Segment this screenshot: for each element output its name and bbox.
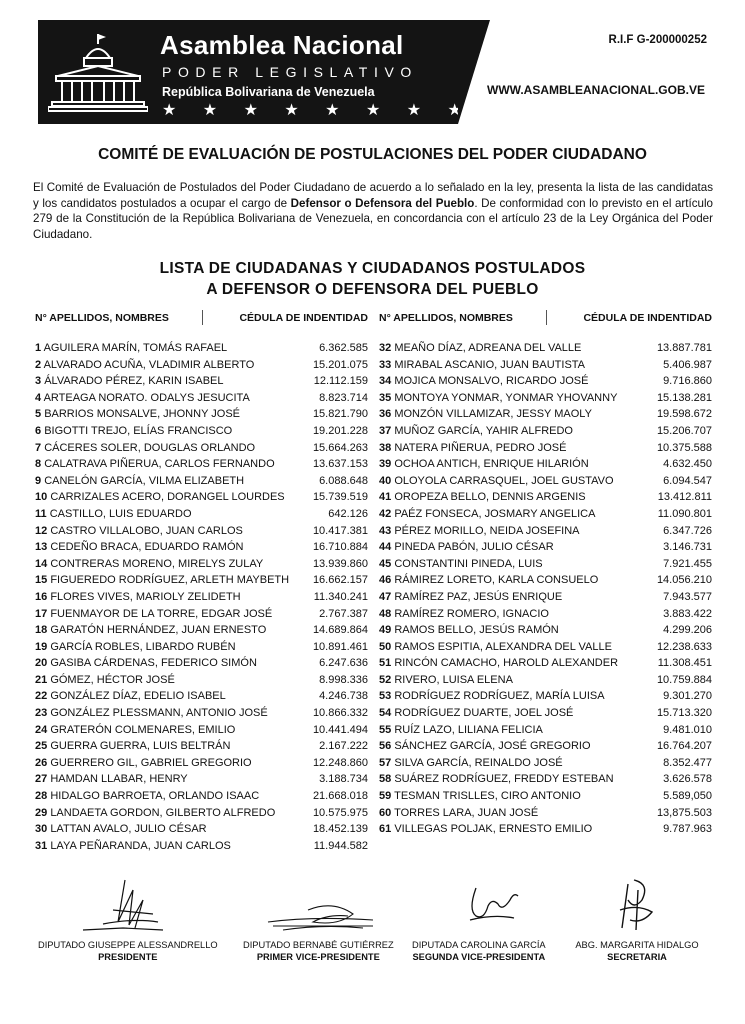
candidate-id-number: 12.112.159 [313, 375, 368, 388]
candidate-name: GUERRERO GIL, GABRIEL GREGORIO [50, 756, 252, 769]
candidate-name: MONTOYA YONMAR, YONMAR YHOVANNY [394, 391, 618, 404]
header-banner [38, 20, 473, 124]
column-header-id: CÉDULA DE INDENTIDAD [583, 312, 712, 324]
candidate-name: TESMAN TRISLLES, CIRO ANTONIO [394, 790, 581, 803]
candidate-id-number: 13,875.503 [656, 806, 712, 819]
candidates-list-right [379, 342, 712, 840]
candidate-id-number: 13.887.781 [656, 342, 712, 354]
candidate-id-number: 16.764.207 [656, 740, 712, 753]
candidate-id-number: 12.248.860 [312, 756, 368, 769]
institution-subtitle: PODER LEGISLATIVO [162, 64, 418, 80]
list-title-line-2: A DEFENSOR O DEFENSORA DEL PUEBLO [206, 281, 539, 298]
candidate-row [379, 657, 712, 674]
candidate-number: 49 [379, 624, 392, 637]
candidate-row [379, 724, 712, 741]
candidate-name: RIVERO, LUISA ELENA [394, 673, 513, 686]
candidate-name: VILLEGAS POLJAK, ERNESTO EMILIO [394, 823, 593, 836]
candidate-name: RODRÍGUEZ RODRÍGUEZ, MARÍA LUISA [394, 690, 605, 703]
candidate-row [35, 425, 368, 442]
stars-row: ★ ★ ★ ★ ★ ★ ★ ★ [162, 102, 473, 119]
candidate-number: 27 [35, 773, 48, 786]
candidate-row [379, 392, 712, 409]
candidate-row [35, 608, 368, 625]
candidate-id-number: 7.921.455 [663, 557, 712, 570]
candidate-id-number: 3.883.422 [663, 607, 712, 620]
candidate-row [35, 541, 368, 558]
candidate-name: OROPEZA BELLO, DENNIS ARGENIS [394, 491, 586, 504]
candidates-column-left [35, 310, 368, 856]
candidate-number: 32 [379, 342, 392, 354]
candidate-number: 42 [379, 507, 392, 520]
signature-role: PRIMER VICE-PRESIDENTE [256, 952, 380, 962]
candidate-number: 51 [379, 657, 392, 670]
candidate-row [35, 408, 368, 425]
candidate-number: 46 [379, 574, 392, 587]
candidate-name: MUÑOZ GARCÍA, YAHIR ALFREDO [394, 424, 573, 437]
candidate-name: FLORES VIVES, MARIOLY ZELIDETH [50, 590, 241, 603]
candidate-row [35, 574, 368, 591]
candidate-number: 40 [379, 474, 392, 487]
candidate-row [379, 425, 712, 442]
candidate-row [35, 674, 368, 691]
candidate-id-number: 18.452.139 [312, 823, 368, 836]
candidate-name: CARRIZALES ACERO, DORANGEL LOURDES [50, 491, 285, 504]
candidate-row [35, 558, 368, 575]
candidate-id-number: 9.481.010 [663, 723, 712, 736]
candidate-name: GRATERÓN COLMENARES, EMILIO [50, 723, 236, 736]
intro-paragraph [33, 180, 713, 243]
candidate-number: 36 [379, 408, 392, 421]
candidate-name: GUERRA GUERRA, LUIS BELTRÁN [50, 740, 231, 753]
committee-title: COMITÉ DE EVALUACIÓN DE POSTULACIONES DEL PODER CIUDADANO [98, 146, 647, 163]
candidate-id-number: 9.787.963 [663, 823, 712, 836]
candidate-number: 58 [379, 773, 392, 786]
rif-number: R.I.F G-200000252 [608, 34, 707, 46]
candidate-id-number: 11.090.801 [657, 507, 712, 520]
candidate-row [35, 525, 368, 542]
candidate-name: ÁLVARADO PÉREZ, KARIN ISABEL [44, 375, 224, 388]
candidate-number: 26 [35, 756, 48, 769]
candidate-number: 35 [379, 391, 392, 404]
candidate-name: GONZÁLEZ PLESSMANN, ANTONIO JOSÉ [50, 707, 268, 720]
candidate-row [35, 591, 368, 608]
candidate-row [379, 823, 712, 840]
candidate-id-number: 7.943.577 [663, 590, 712, 603]
candidate-name: CASTILLO, LUIS EDUARDO [49, 507, 192, 520]
candidate-number: 47 [379, 590, 392, 603]
candidate-number: 17 [35, 607, 48, 620]
candidate-id-number: 11.308.451 [657, 657, 712, 670]
candidate-number: 41 [379, 491, 392, 504]
signature-block-second-vice [412, 870, 546, 962]
candidate-number: 55 [379, 723, 392, 736]
candidate-name: GARCÍA ROBLES, LIBARDO RUBÉN [50, 640, 236, 653]
signature-mark [572, 870, 702, 938]
candidate-id-number: 19.598.672 [656, 408, 712, 421]
candidate-id-number: 4.632.450 [663, 458, 712, 471]
candidate-number: 54 [379, 707, 392, 720]
candidate-name: HIDALGO BARROETA, ORLANDO ISAAC [50, 790, 260, 803]
candidate-row [379, 807, 712, 824]
candidate-row [379, 342, 712, 359]
candidate-row [35, 392, 368, 409]
candidate-name: SÁNCHEZ GARCÍA, JOSÉ GREGORIO [394, 740, 591, 753]
signature-name: DIPUTADO GIUSEPPE ALESSANDRELLO [38, 940, 218, 950]
candidate-number: 4 [35, 391, 42, 404]
candidate-name: ARTEAGA NORATO. ODALYS JESUCITA [43, 391, 250, 404]
candidate-name: LATTAN AVALO, JULIO CÉSAR [50, 823, 207, 836]
candidate-number: 2 [35, 358, 42, 371]
candidate-id-number: 5.589,050 [663, 790, 712, 803]
candidate-number: 37 [379, 424, 392, 437]
candidate-number: 43 [379, 524, 392, 537]
candidate-number: 12 [35, 524, 48, 537]
candidate-row [35, 823, 368, 840]
candidate-row [35, 508, 368, 525]
candidate-name: RAMÍREZ PAZ, JESÚS ENRIQUE [394, 590, 563, 603]
candidate-name: CÁCERES SOLER, DOUGLAS ORLANDO [44, 441, 256, 454]
signature-name: DIPUTADO BERNABÉ GUTIÉRREZ [243, 940, 394, 950]
candidate-name: AGUILERA MARÍN, TOMÁS RAFAEL [43, 342, 228, 354]
candidate-name: RUÍZ LAZO, LILIANA FELICIA [394, 723, 543, 736]
candidate-id-number: 10.866.332 [312, 707, 368, 720]
candidate-row [35, 375, 368, 392]
signature-mark [253, 870, 383, 938]
candidate-name: GÓMEZ, HÉCTOR JOSÉ [50, 673, 175, 686]
candidate-row [379, 442, 712, 459]
candidate-id-number: 3.146.731 [663, 541, 712, 554]
signature-block-president [38, 870, 218, 962]
candidate-row [35, 790, 368, 807]
candidate-row [35, 491, 368, 508]
signature-role: PRESIDENTE [98, 952, 158, 962]
candidate-row [379, 475, 712, 492]
candidate-id-number: 15.201.075 [312, 358, 368, 371]
signature-name: ABG. MARGARITA HIDALGO [575, 940, 699, 950]
candidate-name: LANDAETA GORDON, GILBERTO ALFREDO [50, 806, 276, 819]
candidate-id-number: 10.575.975 [312, 806, 368, 819]
candidate-name: PINEDA PABÓN, JULIO CÉSAR [394, 541, 554, 554]
candidate-number: 5 [35, 408, 42, 421]
candidate-number: 29 [35, 806, 48, 819]
candidate-name: GONZÁLEZ DÍAZ, EDELIO ISABEL [50, 690, 226, 703]
candidate-row [379, 541, 712, 558]
candidate-number: 25 [35, 740, 48, 753]
candidate-id-number: 6.247.636 [319, 657, 368, 670]
signature-role: SECRETARIA [607, 952, 667, 962]
candidate-row [379, 375, 712, 392]
column-header-id: CÉDULA DE INDENTIDAD [239, 312, 368, 324]
candidate-number: 1 [35, 342, 42, 354]
candidate-row [35, 624, 368, 641]
candidate-row [379, 740, 712, 757]
candidate-number: 44 [379, 541, 392, 554]
candidate-name: CANELÓN GARCÍA, VILMA ELIZABETH [44, 474, 245, 487]
candidate-name: NATERA PIÑERUA, PEDRO JOSÉ [394, 441, 567, 454]
candidate-number: 39 [379, 458, 392, 471]
candidate-row [379, 491, 712, 508]
candidate-id-number: 15.138.281 [656, 391, 712, 404]
candidate-name: OCHOA ANTICH, ENRIQUE HILARIÓN [394, 458, 589, 471]
candidate-name: MONZÓN VILLAMIZAR, JESSY MAOLY [394, 408, 592, 421]
candidate-number: 56 [379, 740, 392, 753]
candidate-number: 22 [35, 690, 48, 703]
candidate-row [379, 624, 712, 641]
candidate-row [379, 508, 712, 525]
candidate-number: 8 [35, 458, 42, 471]
candidate-name: FUENMAYOR DE LA TORRE, EDGAR JOSÉ [50, 607, 273, 620]
column-header [379, 310, 712, 328]
column-header-name: N° APELLIDOS, NOMBRES [379, 312, 513, 324]
candidate-row [379, 674, 712, 691]
candidate-number: 48 [379, 607, 392, 620]
candidate-name: CONTRERAS MORENO, MIRELYS ZULAY [50, 557, 264, 570]
candidate-id-number: 4.299.206 [663, 624, 712, 637]
candidate-row [35, 690, 368, 707]
candidate-name: RÁMIREZ LORETO, KARLA CONSUELO [394, 574, 599, 587]
list-title [0, 258, 745, 300]
intro-bold: Defensor o Defensora del Pueblo [290, 196, 475, 210]
candidate-id-number: 4.246.738 [319, 690, 368, 703]
candidate-number: 21 [35, 673, 48, 686]
candidate-number: 50 [379, 640, 392, 653]
candidate-name: RINCÓN CAMACHO, HAROLD ALEXANDER [394, 657, 619, 670]
candidate-row [35, 807, 368, 824]
candidate-row [35, 641, 368, 658]
signature-block-first-vice [243, 870, 394, 962]
candidate-row [379, 408, 712, 425]
candidate-name: CONSTANTINI PINEDA, LUIS [394, 557, 543, 570]
candidate-number: 24 [35, 723, 48, 736]
candidate-id-number: 15.206.707 [656, 424, 712, 437]
candidate-row [379, 790, 712, 807]
candidate-id-number: 6.088.648 [319, 474, 368, 487]
candidate-id-number: 10.759.884 [656, 673, 712, 686]
candidate-row [379, 574, 712, 591]
candidate-id-number: 3.188.734 [319, 773, 368, 786]
candidate-name: SUÁREZ RODRÍGUEZ, FREDDY ESTEBAN [394, 773, 614, 786]
candidate-name: RAMOS BELLO, JESÚS RAMÓN [394, 624, 559, 637]
candidate-number: 19 [35, 640, 48, 653]
list-title-line-1: LISTA DE CIUDADANAS Y CIUDADANOS POSTULADOS [159, 260, 586, 277]
candidate-name: CEDEÑO BRACA, EDUARDO RAMÓN [50, 541, 244, 554]
candidates-list-left [35, 342, 368, 856]
institution-title: Asamblea Nacional [160, 30, 404, 60]
candidate-id-number: 10.891.461 [312, 640, 368, 653]
column-separator [546, 310, 547, 325]
candidate-id-number: 642.126 [328, 507, 368, 520]
column-header-name: N° APELLIDOS, NOMBRES [35, 312, 169, 324]
signature-role: SEGUNDA VICE-PRESIDENTA [412, 952, 546, 962]
website-link[interactable]: WWW.ASAMBLEANACIONAL.GOB.VE [487, 83, 705, 97]
candidates-column-right [379, 310, 712, 840]
republic-name: República Bolivariana de Venezuela [162, 85, 375, 99]
candidate-name: GASIBA CÁRDENAS, FEDERICO SIMÓN [50, 657, 257, 670]
candidate-id-number: 14.056.210 [656, 574, 712, 587]
candidate-row [379, 641, 712, 658]
candidate-id-number: 13.939.860 [312, 557, 368, 570]
candidate-id-number: 14.689.864 [312, 624, 368, 637]
signature-block-secretary [572, 870, 702, 962]
candidate-id-number: 10.375.588 [656, 441, 712, 454]
candidate-number: 11 [35, 507, 47, 520]
candidate-id-number: 6.094.547 [663, 474, 712, 487]
candidate-id-number: 15.821.790 [312, 408, 368, 421]
candidate-name: FIGUEREDO RODRÍGUEZ, ARLETH MAYBETH [50, 574, 290, 587]
column-header [35, 310, 368, 328]
candidate-number: 59 [379, 790, 392, 803]
candidate-id-number: 11.340.241 [313, 590, 368, 603]
candidate-id-number: 8.998.336 [319, 673, 368, 686]
candidate-id-number: 2.767.387 [319, 607, 368, 620]
candidate-row [35, 773, 368, 790]
candidate-name: BARRIOS MONSALVE, JHONNY JOSÉ [44, 408, 240, 421]
candidate-row [35, 840, 368, 857]
candidate-id-number: 8.823.714 [319, 391, 368, 404]
candidate-row [379, 608, 712, 625]
candidate-number: 61 [379, 823, 392, 836]
candidate-name: OLOYOLA CARRASQUEL, JOEL GUSTAVO [394, 474, 614, 487]
candidate-name: RODRÍGUEZ DUARTE, JOEL JOSÉ [394, 707, 574, 720]
candidate-id-number: 10.441.494 [312, 723, 368, 736]
candidate-name: BIGOTTI TREJO, ELÍAS FRANCISCO [44, 424, 233, 437]
candidate-row [35, 740, 368, 757]
candidate-row [35, 458, 368, 475]
candidate-name: MEAÑO DÍAZ, ADREANA DEL VALLE [394, 342, 582, 354]
candidate-name: RAMÍREZ ROMERO, IGNACIO [394, 607, 549, 620]
candidate-number: 6 [35, 424, 42, 437]
candidate-id-number: 13.637.153 [312, 458, 368, 471]
candidate-row [379, 558, 712, 575]
candidate-number: 57 [379, 756, 392, 769]
candidate-number: 16 [35, 590, 48, 603]
candidate-row [35, 724, 368, 741]
candidate-id-number: 6.347.726 [663, 524, 712, 537]
candidate-number: 9 [35, 474, 42, 487]
candidate-row [379, 707, 712, 724]
candidate-name: RAMOS ESPITIA, ALEXANDRA DEL VALLE [394, 640, 612, 653]
candidate-row [35, 442, 368, 459]
candidate-name: LAYA PEÑARANDA, JUAN CARLOS [50, 839, 231, 852]
candidate-row [35, 475, 368, 492]
candidate-number: 53 [379, 690, 392, 703]
candidate-number: 3 [35, 375, 42, 388]
candidate-id-number: 15.664.263 [312, 441, 368, 454]
candidate-id-number: 19.201.228 [312, 424, 368, 437]
candidate-id-number: 9.716.860 [663, 375, 712, 388]
candidate-id-number: 3.626.578 [663, 773, 712, 786]
candidate-name: HAMDAN LLABAR, HENRY [50, 773, 188, 786]
candidate-id-number: 9.301.270 [663, 690, 712, 703]
candidate-row [379, 773, 712, 790]
candidate-id-number: 15.713.320 [656, 707, 712, 720]
candidate-name: GARATÓN HERNÁNDEZ, JUAN ERNESTO [50, 624, 267, 637]
candidate-number: 33 [379, 358, 392, 371]
intro-text-2: . De conformidad con lo previsto en el artículo 279 de la Constitución de la República Bolivariana de Venezuela, en concordancia con el artículo 23 de la Ley Orgánica del Poder Ciudadano. [33, 196, 713, 242]
candidate-id-number: 5.406.987 [663, 358, 712, 371]
candidate-number: 52 [379, 673, 392, 686]
candidate-number: 20 [35, 657, 48, 670]
candidate-name: MIRABAL ASCANIO, JUAN BAUTISTA [394, 358, 586, 371]
signature-mark [63, 870, 193, 938]
candidate-number: 10 [35, 491, 48, 504]
candidate-row [379, 359, 712, 376]
candidate-number: 15 [35, 574, 48, 587]
candidate-row [35, 757, 368, 774]
candidate-name: CALATRAVA PIÑERUA, CARLOS FERNANDO [44, 458, 275, 471]
candidate-id-number: 12.238.633 [656, 640, 712, 653]
candidate-number: 7 [35, 441, 42, 454]
candidate-number: 60 [379, 806, 392, 819]
candidate-number: 45 [379, 557, 392, 570]
candidate-id-number: 11.944.582 [313, 839, 368, 852]
candidate-row [35, 657, 368, 674]
candidate-name: SILVA GARCÍA, REINALDO JOSÉ [394, 756, 563, 769]
candidate-number: 28 [35, 790, 48, 803]
candidate-number: 34 [379, 375, 392, 388]
candidate-number: 23 [35, 707, 48, 720]
candidate-number: 14 [35, 557, 48, 570]
candidate-name: CASTRO VILLALOBO, JUAN CARLOS [50, 524, 243, 537]
candidate-name: ALVARADO ACUÑA, VLADIMIR ALBERTO [43, 358, 255, 371]
candidate-id-number: 8.352.477 [663, 756, 712, 769]
candidate-id-number: 10.417.381 [312, 524, 368, 537]
signature-name: DIPUTADA CAROLINA GARCÍA [412, 940, 546, 950]
candidate-name: TORRES LARA, JUAN JOSÉ [394, 806, 539, 819]
candidate-id-number: 6.362.585 [319, 342, 368, 354]
intro-text-1: El Comité de Evaluación de Postulados del Poder Ciudadano de acuerdo a lo señalado en la ley, presenta la lista de las candidatas y los candidatos postulados a ocupar el cargo de [33, 181, 713, 210]
candidate-number: 38 [379, 441, 392, 454]
candidate-name: PÉREZ MORILLO, NEIDA JOSEFINA [394, 524, 580, 537]
candidate-id-number: 21.668.018 [312, 790, 368, 803]
candidate-row [379, 690, 712, 707]
candidate-row [35, 359, 368, 376]
candidate-row [379, 525, 712, 542]
candidate-id-number: 16.662.157 [312, 574, 368, 587]
candidate-id-number: 2.167.222 [319, 740, 368, 753]
candidate-name: MOJICA MONSALVO, RICARDO JOSÉ [394, 375, 589, 388]
candidate-number: 18 [35, 624, 48, 637]
candidate-row [35, 707, 368, 724]
column-separator [202, 310, 203, 325]
candidate-id-number: 16.710.884 [312, 541, 368, 554]
candidate-row [379, 757, 712, 774]
signature-mark [414, 870, 544, 938]
candidate-number: 13 [35, 541, 48, 554]
candidate-number: 30 [35, 823, 48, 836]
candidate-row [379, 458, 712, 475]
candidate-row [35, 342, 368, 359]
candidate-number: 31 [35, 839, 48, 852]
candidate-id-number: 13.412.811 [657, 491, 712, 504]
candidate-row [379, 591, 712, 608]
capitol-building-icon [48, 32, 148, 114]
candidate-id-number: 15.739.519 [312, 491, 368, 504]
candidate-name: PAÉZ FONSECA, JOSMARY ANGELICA [394, 507, 596, 520]
